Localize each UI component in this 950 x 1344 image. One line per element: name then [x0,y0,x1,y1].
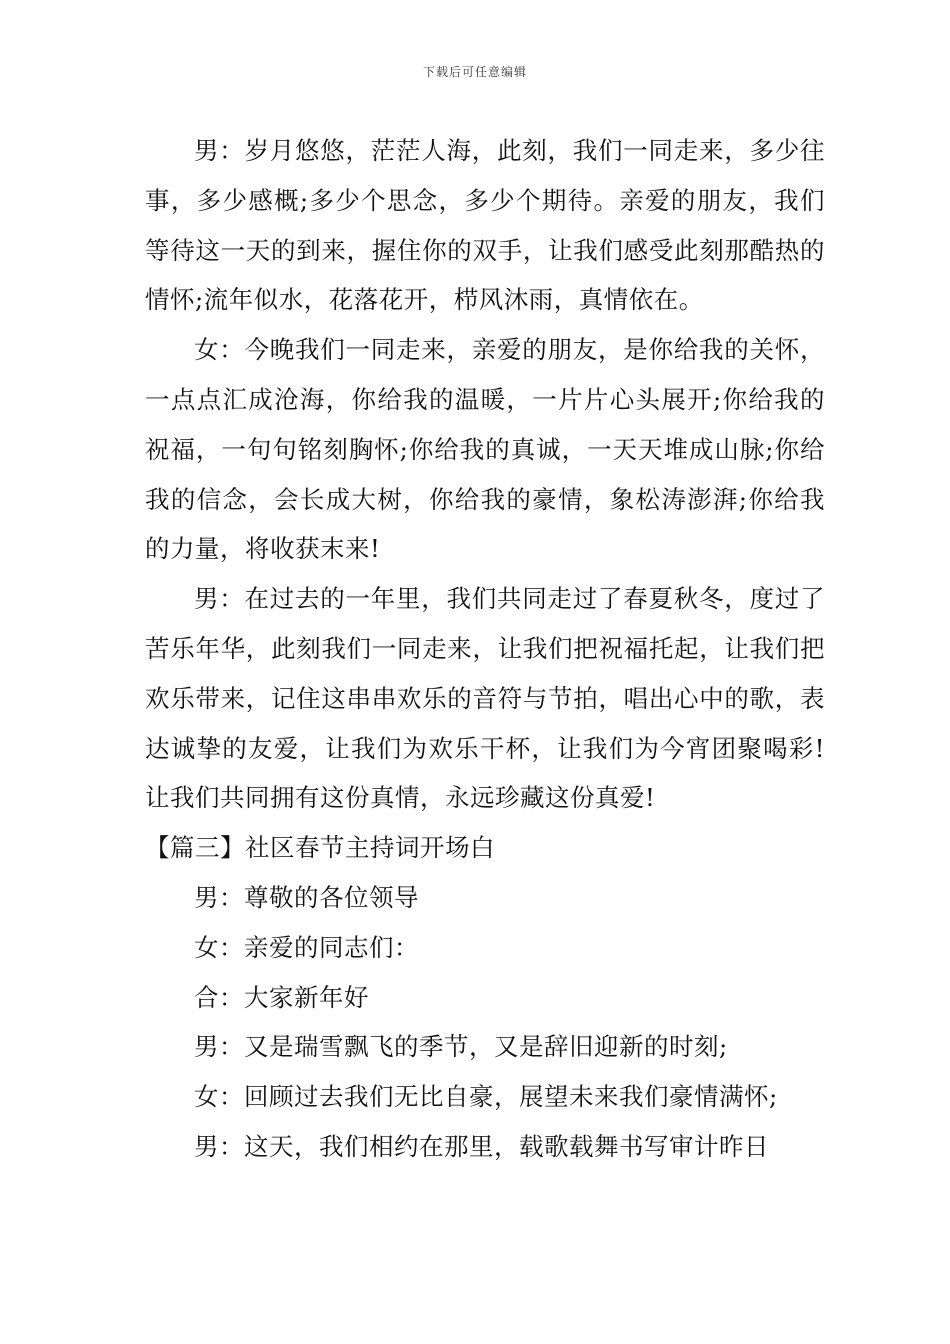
dialog-line: 男：尊敬的各位领导 [194,882,419,912]
paragraph-male-second: 男：在过去的一年里，我们共同走过了春夏秋冬，度过了苦乐年华，此刻我们一同走来，让我们把祝福托起，让我们把欢乐带来，记住这串串欢乐的音符与节拍，唱出心中的歌，表达诚挚的友爱，让我们为欢乐干杯，让我们为今宵团聚喝彩!让我们共同拥有这份真情，永远珍藏这份真爱! [145,584,825,813]
document-body [145,126,825,1172]
page-header: 下载后可任意编辑 [422,65,527,79]
paragraph-female-opening: 女：今晚我们一同走来，亲爱的朋友，是你给我的关怀，一点点汇成沧海，你给我的温暖，一片片心头展开;你给我的祝福，一句句铭刻胸怀;你给我的真诚，一天天堆成山脉;你给我的信念，会长成大树，你给我的豪情，象松涛澎湃;你给我的力量，将收获末来! [145,335,825,564]
dialog-line: 男：这天，我们相约在那里，载歌载舞书写审计昨日 [194,1131,769,1161]
dialog-line: 女：回顾过去我们无比自豪，展望未来我们豪情满怀; [194,1082,778,1112]
dialog-line: 合：大家新年好 [194,982,369,1012]
paragraph-male-opening: 男：岁月悠悠，茫茫人海，此刻，我们一同走来，多少往事，多少感概;多少个思念，多少个期待。亲爱的朋友，我们等待这一天的到来，握住你的双手，让我们感受此刻那酷热的情怀;流年似水，花落花开，栉风沐雨，真情依在。 [145,136,825,315]
dialog-line: 女：亲爱的同志们： [194,932,419,962]
dialog-line: 男：又是瑞雪飘飞的季节，又是辞旧迎新的时刻; [194,1032,728,1062]
section-heading: 【篇三】社区春节主持词开场白 [145,833,495,863]
